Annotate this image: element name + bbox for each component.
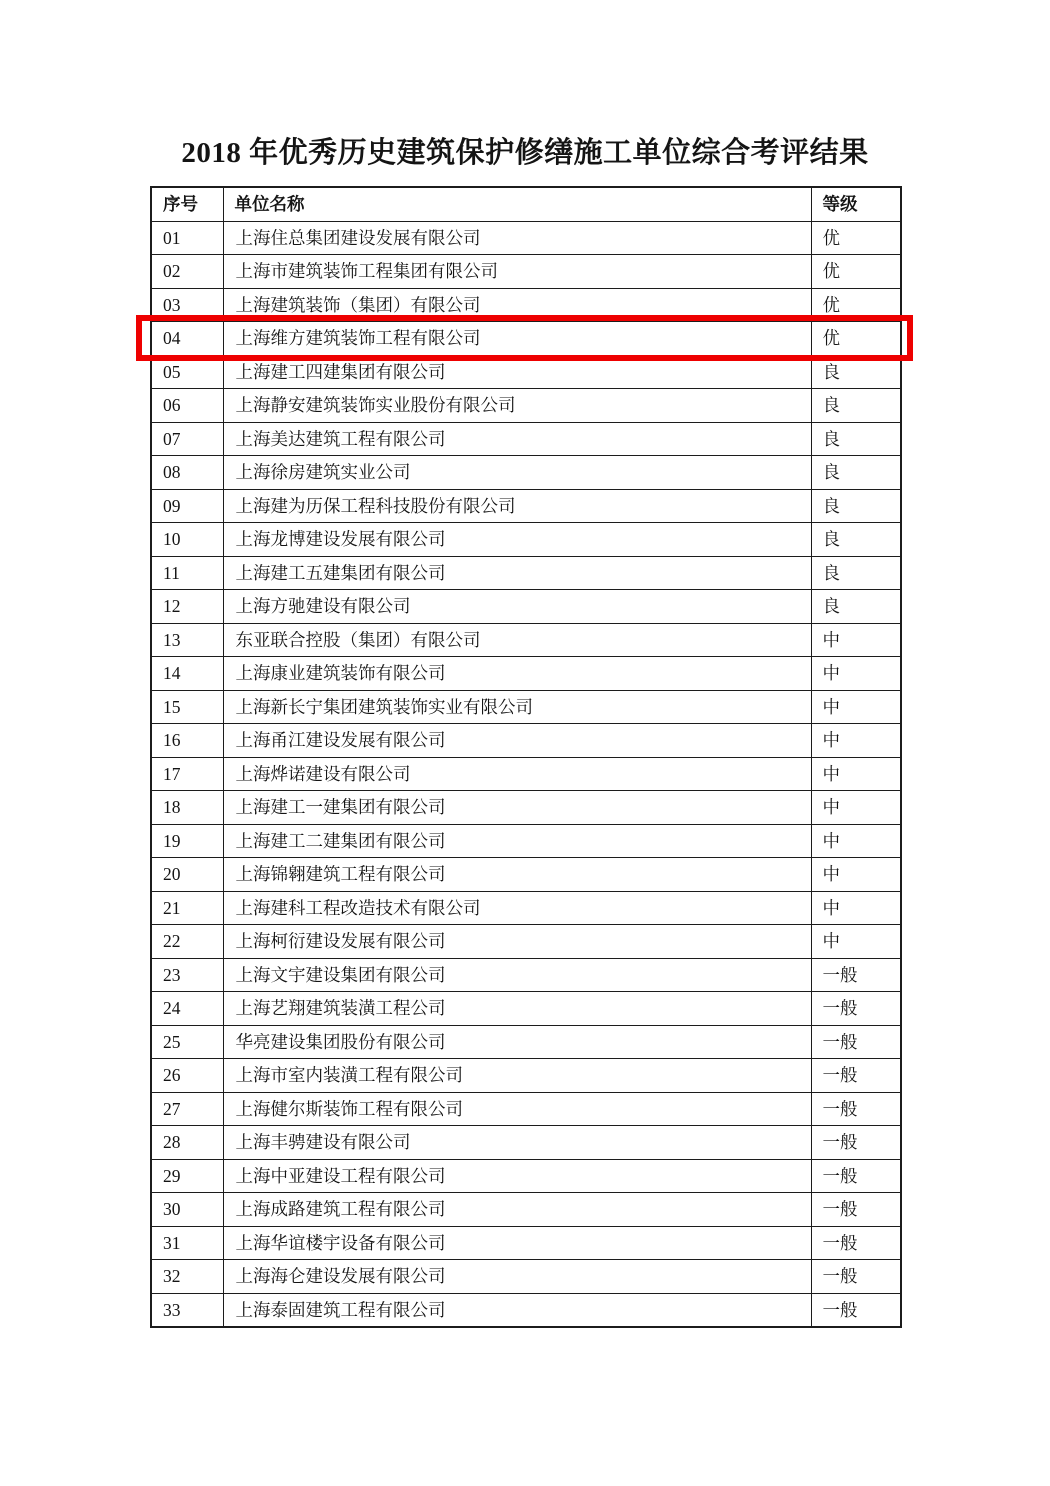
table-row — [151, 1092, 901, 1126]
table-row — [151, 523, 901, 557]
no-cell: 11 — [151, 556, 223, 590]
evaluation-table-container — [150, 186, 900, 1328]
grade-cell: 中 — [811, 891, 901, 925]
name-cell: 上海龙博建设发展有限公司 — [223, 523, 811, 557]
grade-cell: 一般 — [811, 958, 901, 992]
name-cell: 上海康业建筑装饰有限公司 — [223, 657, 811, 691]
table-row — [151, 389, 901, 423]
no-cell: 26 — [151, 1059, 223, 1093]
no-cell: 01 — [151, 221, 223, 255]
grade-cell: 中 — [811, 623, 901, 657]
no-cell: 29 — [151, 1159, 223, 1193]
table-row — [151, 1059, 901, 1093]
table-row — [151, 255, 901, 289]
grade-cell: 优 — [811, 288, 901, 322]
no-cell: 03 — [151, 288, 223, 322]
table-row — [151, 623, 901, 657]
table-row — [151, 355, 901, 389]
grade-cell: 一般 — [811, 1126, 901, 1160]
grade-cell: 良 — [811, 422, 901, 456]
no-cell: 10 — [151, 523, 223, 557]
name-cell: 上海建科工程改造技术有限公司 — [223, 891, 811, 925]
table-row — [151, 1260, 901, 1294]
grade-cell: 良 — [811, 590, 901, 624]
header-no: 序号 — [151, 187, 223, 221]
no-cell: 05 — [151, 355, 223, 389]
grade-cell: 一般 — [811, 1059, 901, 1093]
name-cell: 上海锦翱建筑工程有限公司 — [223, 858, 811, 892]
no-cell: 06 — [151, 389, 223, 423]
no-cell: 14 — [151, 657, 223, 691]
grade-cell: 一般 — [811, 1193, 901, 1227]
name-cell: 上海健尔斯装饰工程有限公司 — [223, 1092, 811, 1126]
no-cell: 17 — [151, 757, 223, 791]
table-row — [151, 657, 901, 691]
no-cell: 04 — [151, 322, 223, 356]
table-row — [151, 958, 901, 992]
name-cell: 上海建工二建集团有限公司 — [223, 824, 811, 858]
evaluation-table — [150, 186, 902, 1328]
name-cell: 上海建工五建集团有限公司 — [223, 556, 811, 590]
grade-cell: 中 — [811, 824, 901, 858]
no-cell: 19 — [151, 824, 223, 858]
grade-cell: 一般 — [811, 1226, 901, 1260]
table-row — [151, 858, 901, 892]
no-cell: 08 — [151, 456, 223, 490]
name-cell: 上海建为历保工程科技股份有限公司 — [223, 489, 811, 523]
grade-cell: 优 — [811, 322, 901, 356]
table-row — [151, 1159, 901, 1193]
table-row — [151, 1293, 901, 1327]
name-cell: 上海新长宁集团建筑装饰实业有限公司 — [223, 690, 811, 724]
table-row — [151, 891, 901, 925]
name-cell: 上海住总集团建设发展有限公司 — [223, 221, 811, 255]
no-cell: 24 — [151, 992, 223, 1026]
no-cell: 32 — [151, 1260, 223, 1294]
name-cell: 上海方驰建设有限公司 — [223, 590, 811, 624]
grade-cell: 优 — [811, 221, 901, 255]
no-cell: 20 — [151, 858, 223, 892]
no-cell: 15 — [151, 690, 223, 724]
grade-cell: 一般 — [811, 1260, 901, 1294]
name-cell: 上海成路建筑工程有限公司 — [223, 1193, 811, 1227]
no-cell: 13 — [151, 623, 223, 657]
table-row — [151, 1126, 901, 1160]
table-row — [151, 690, 901, 724]
name-cell: 华亮建设集团股份有限公司 — [223, 1025, 811, 1059]
name-cell: 上海市建筑装饰工程集团有限公司 — [223, 255, 811, 289]
table-row — [151, 757, 901, 791]
table-row — [151, 724, 901, 758]
table-row — [151, 422, 901, 456]
table-row — [151, 489, 901, 523]
no-cell: 02 — [151, 255, 223, 289]
no-cell: 07 — [151, 422, 223, 456]
name-cell: 东亚联合控股（集团）有限公司 — [223, 623, 811, 657]
no-cell: 27 — [151, 1092, 223, 1126]
name-cell: 上海维方建筑装饰工程有限公司 — [223, 322, 811, 356]
grade-cell: 中 — [811, 724, 901, 758]
grade-cell: 中 — [811, 858, 901, 892]
no-cell: 22 — [151, 925, 223, 959]
name-cell: 上海徐房建筑实业公司 — [223, 456, 811, 490]
table-row — [151, 1226, 901, 1260]
grade-cell: 一般 — [811, 992, 901, 1026]
table-row — [151, 1025, 901, 1059]
grade-cell: 一般 — [811, 1159, 901, 1193]
grade-cell: 一般 — [811, 1092, 901, 1126]
grade-cell: 良 — [811, 456, 901, 490]
table-row — [151, 322, 901, 356]
name-cell: 上海烨诺建设有限公司 — [223, 757, 811, 791]
table-row — [151, 556, 901, 590]
grade-cell: 一般 — [811, 1293, 901, 1327]
name-cell: 上海艺翔建筑装潢工程公司 — [223, 992, 811, 1026]
grade-cell: 一般 — [811, 1025, 901, 1059]
table-row — [151, 221, 901, 255]
no-cell: 33 — [151, 1293, 223, 1327]
no-cell: 12 — [151, 590, 223, 624]
table-row — [151, 791, 901, 825]
name-cell: 上海甬江建设发展有限公司 — [223, 724, 811, 758]
grade-cell: 中 — [811, 657, 901, 691]
name-cell: 上海市室内装潢工程有限公司 — [223, 1059, 811, 1093]
name-cell: 上海丰骋建设有限公司 — [223, 1126, 811, 1160]
grade-cell: 中 — [811, 690, 901, 724]
grade-cell: 良 — [811, 523, 901, 557]
grade-cell: 良 — [811, 355, 901, 389]
no-cell: 21 — [151, 891, 223, 925]
table-header-row — [151, 187, 901, 221]
no-cell: 31 — [151, 1226, 223, 1260]
name-cell: 上海海仑建设发展有限公司 — [223, 1260, 811, 1294]
grade-cell: 中 — [811, 925, 901, 959]
no-cell: 28 — [151, 1126, 223, 1160]
no-cell: 23 — [151, 958, 223, 992]
no-cell: 25 — [151, 1025, 223, 1059]
name-cell: 上海静安建筑装饰实业股份有限公司 — [223, 389, 811, 423]
table-row — [151, 992, 901, 1026]
name-cell: 上海建筑装饰（集团）有限公司 — [223, 288, 811, 322]
no-cell: 16 — [151, 724, 223, 758]
name-cell: 上海柯衍建设发展有限公司 — [223, 925, 811, 959]
grade-cell: 中 — [811, 757, 901, 791]
table-row — [151, 590, 901, 624]
table-row — [151, 288, 901, 322]
name-cell: 上海华谊楼宇设备有限公司 — [223, 1226, 811, 1260]
grade-cell: 良 — [811, 556, 901, 590]
name-cell: 上海文宇建设集团有限公司 — [223, 958, 811, 992]
table-row — [151, 1193, 901, 1227]
no-cell: 30 — [151, 1193, 223, 1227]
header-grade: 等级 — [811, 187, 901, 221]
table-row — [151, 456, 901, 490]
name-cell: 上海中亚建设工程有限公司 — [223, 1159, 811, 1193]
name-cell: 上海建工四建集团有限公司 — [223, 355, 811, 389]
grade-cell: 良 — [811, 489, 901, 523]
table-row — [151, 824, 901, 858]
name-cell: 上海建工一建集团有限公司 — [223, 791, 811, 825]
name-cell: 上海泰固建筑工程有限公司 — [223, 1293, 811, 1327]
page-title: 2018 年优秀历史建筑保护修缮施工单位综合考评结果 — [181, 137, 869, 169]
table-row — [151, 925, 901, 959]
no-cell: 09 — [151, 489, 223, 523]
header-name: 单位名称 — [223, 187, 811, 221]
no-cell: 18 — [151, 791, 223, 825]
name-cell: 上海美达建筑工程有限公司 — [223, 422, 811, 456]
grade-cell: 优 — [811, 255, 901, 289]
grade-cell: 中 — [811, 791, 901, 825]
grade-cell: 良 — [811, 389, 901, 423]
